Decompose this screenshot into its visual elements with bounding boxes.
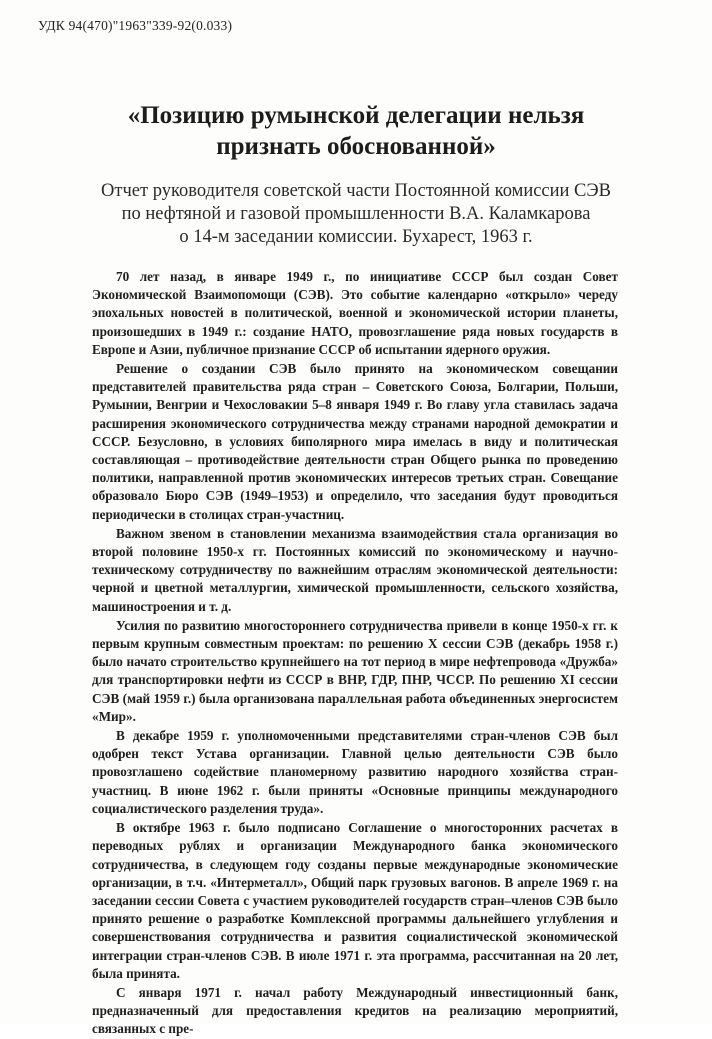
body-paragraph: Решение о создании СЭВ было принято на экономическом совещании представителей правительства ряда стран – Советского Союза, Болгарии, Польши, Румынии, Венгрии и Чехословакии 5–8 января 1949 г. Во главу угла ставилась задача расширения экономического сотрудничества между странами народной демократии и СССР. Безусловно, в условиях биполярного мира имелась в виду и политическая составляющая – противодействие деятельности стран Общего рынка по проведению политики, направленной против экономических интересов третьих стран. Совещание образовало Бюро СЭВ (1949–1953) и определило, что заседания будут проводиться периодически в столицах стран-участниц.: [92, 361, 618, 522]
udk-code: УДК 94(470)"1963"339-92(0.033): [38, 18, 233, 33]
body-paragraph: Важном звеном в становлении механизма взаимодействия стала организация во второй половине 1950-х гг. Постоянных комиссий по экономическому и научно-техническому сотрудничеству по важнейшим отраслям экономической деятельности: черной и цветной металлургии, химической промышленности, сельского хозяйства, машиностроения и т. д.: [92, 525, 618, 614]
article-subtitle-line: Отчет руководителя советской части Постоянной комиссии СЭВ: [101, 181, 611, 201]
article-subtitle-line: по нефтяной и газовой промышленности В.А. Каламкарова: [121, 204, 591, 224]
article-subtitle-line: о 14-м заседании комиссии. Бухарест, 1963 г.: [179, 227, 533, 247]
body-paragraph: В октябре 1963 г. было подписано Соглашение о многосторонних расчетах в переводных рублях и организации Международного банка экономического сотрудничества, в следующем году созданы первые международные экономические организации, в т.ч. «Интерметалл», Общий парк грузовых вагонов. В апреле 1969 г. на заседании сессии Совета с участием руководителей государств стран–членов СЭВ было принято решение о разработке Комплексной программы дальнейшего углубления и совершенствования сотрудничества и развития социалистической экономической интеграции стран-членов СЭВ. В июле 1971 г. эта программа, рассчитанная на 20 лет, была принята.: [92, 820, 618, 981]
article-title-line: признать обоснованной»: [216, 133, 496, 160]
body-paragraph: 70 лет назад, в январе 1949 г., по инициативе СССР был создан Совет Экономической Взаимопомощи (СЭВ). Это событие календарно «открыло» череду эпохальных новостей в политической, военной и экономической истории планеты, произошедших в 1949 г.: создание НАТО, провозглашение ряда новых государств в Европе и Азии, публичное признание СССР об испытании ядерного оружия.: [92, 269, 618, 357]
article-subtitle: [0, 180, 712, 249]
article-title-line: «Позицию румынской делегации нельзя: [127, 102, 585, 129]
body-paragraph: В декабре 1959 г. уполномоченными представителями стран-членов СЭВ был одобрен текст Устава организации. Главной целью деятельности СЭВ было провозглашено содействие планомерному развитию народного хозяйства стран-участниц. В июне 1962 г. были приняты «Основные принципы международного социалистического разделения труда».: [92, 728, 618, 816]
article-title: [0, 100, 712, 162]
article-body: [92, 268, 618, 1037]
body-paragraph: Усилия по развитию многостороннего сотрудничества привели в конце 1950-х гг. к первым крупным совместным проектам: по решению X сессии СЭВ (декабрь 1958 г.) было начато строительство крупнейшего на тот период в мире нефтепровода «Дружба» для транспортировки нефти из СССР в ВНР, ГДР, ПНР, ЧССР. По решению XI сессии СЭВ (май 1959 г.) была организована параллельная работа объединенных энергосистем «Мир».: [92, 617, 618, 724]
body-paragraph: С января 1971 г. начал работу Международный инвестиционный банк, предназначенный для предоставления кредитов на реализацию мероприятий, связанных с пре-: [92, 984, 618, 1037]
